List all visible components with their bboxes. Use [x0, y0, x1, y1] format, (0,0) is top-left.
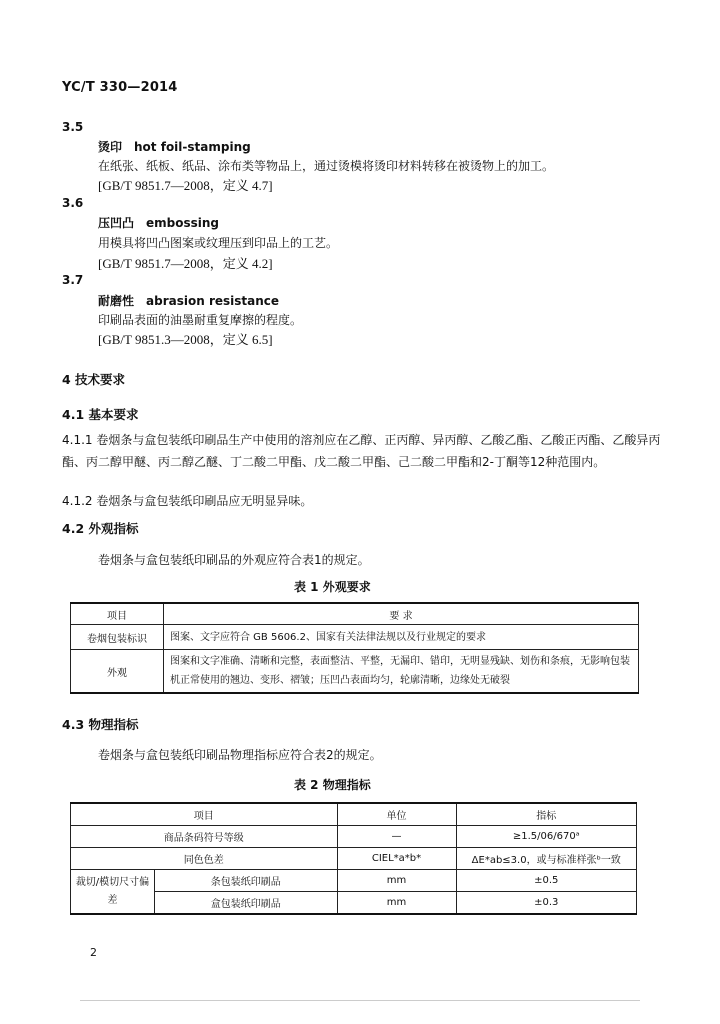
table-row [71, 625, 639, 650]
paragraph: 卷烟条与盒包装纸印刷品物理指标应符合表2的规定。 [98, 748, 382, 762]
term-en: embossing [146, 216, 220, 230]
table-header-cell: 项目 [71, 603, 164, 625]
subsection-title: 4.3 物理指标 [62, 717, 139, 732]
term-reference: [GB/T 9851.7—2008，定义 4.7] [98, 178, 273, 193]
table-header-cell: 要 求 [164, 603, 639, 625]
table-cell: CIEL*a*b* [337, 848, 456, 870]
table-cell: mm [337, 870, 456, 892]
table-cell: 卷烟包装标识 [71, 625, 164, 650]
subsection-title: 4.2 外观指标 [62, 521, 139, 536]
table-cell: 图案和文字准确、清晰和完整，表面整洁、平整，无漏印、错印，无明显残缺、划伤和条痕，无影响包装机正常使用的翘边、变形、褶皱；压凹凸表面均匀，轮廓清晰，边缘处无破裂 [164, 650, 639, 694]
table-header-cell: 项目 [71, 803, 338, 826]
table-cell: 同色色差 [71, 848, 338, 870]
document-header-id: YC/T 330—2014 [62, 80, 178, 95]
table-row [71, 870, 637, 892]
bottom-scan-rule [80, 1000, 640, 1001]
table-cell: ≥1.5/06/670ᵃ [456, 826, 636, 848]
table-caption: 表 1 外观要求 [294, 580, 371, 594]
table-header-row [71, 603, 639, 625]
term-title [98, 138, 251, 155]
term-title [98, 292, 279, 309]
term-number: 3.7 [62, 273, 84, 287]
term-reference: [GB/T 9851.3—2008，定义 6.5] [98, 332, 273, 347]
term-number: 3.5 [62, 120, 84, 134]
table-header-cell: 指标 [456, 803, 636, 826]
term-en: hot foil-stamping [134, 140, 251, 154]
term-definition: 在纸张、纸板、纸品、涂布类等物品上，通过烫模将烫印材料转移在被烫物上的加工。 [98, 159, 555, 173]
table-row [71, 848, 637, 870]
table-row [71, 650, 639, 694]
appearance-table [70, 602, 639, 694]
table-cell: 外观 [71, 650, 164, 694]
table-cell: ±0.5 [456, 870, 636, 892]
table-cell: — [337, 826, 456, 848]
table-cell: ΔE*ab≤3.0，或与标准样张ᵇ一致 [456, 848, 636, 870]
term-zh: 耐磨性 [98, 294, 135, 308]
term-reference: [GB/T 9851.7—2008，定义 4.2] [98, 256, 273, 271]
page-number: 2 [90, 946, 97, 959]
table-cell: ±0.3 [456, 892, 636, 915]
table-row [71, 892, 637, 915]
term-zh: 压凹凸 [98, 216, 135, 230]
table-header-cell: 单位 [337, 803, 456, 826]
table-header-row [71, 803, 637, 826]
table-cell: mm [337, 892, 456, 915]
term-en: abrasion resistance [146, 294, 280, 308]
clause-4-1-1: 4.1.1 卷烟条与盒包装纸印刷品生产中使用的溶剂应在乙醇、正丙醇、异丙醇、乙酸乙酯、乙酸正丙酯、乙酸异丙酯、丙二醇甲醚、丙二醇乙醚、丁二酸二甲酯、戊二酸二甲酯、己二酸二甲酯和2-丁酮等12种范围内。 [62, 433, 661, 469]
physical-table [70, 802, 637, 915]
table-cell: 条包装纸印刷品 [155, 870, 338, 892]
clause-4-1-2: 4.1.2 卷烟条与盒包装纸印刷品应无明显异味。 [62, 494, 313, 508]
table-cell: 盒包装纸印刷品 [155, 892, 338, 915]
paragraph: 卷烟条与盒包装纸印刷品的外观应符合表1的规定。 [98, 553, 370, 567]
table-caption: 表 2 物理指标 [294, 778, 371, 792]
term-zh: 烫印 [98, 140, 123, 154]
term-definition: 印刷品表面的油墨耐重复摩擦的程度。 [98, 313, 303, 327]
section-title: 4 技术要求 [62, 372, 126, 387]
table-cell: 商品条码符号等级 [71, 826, 338, 848]
table-row [71, 826, 637, 848]
table-cell-group-label: 裁切/模切尺寸偏差 [71, 870, 155, 915]
term-definition: 用模具将凹凸图案或纹理压到印品上的工艺。 [98, 236, 339, 250]
term-number: 3.6 [62, 196, 84, 210]
term-title [98, 214, 219, 231]
subsection-title: 4.1 基本要求 [62, 407, 139, 422]
table-cell: 图案、文字应符合 GB 5606.2、国家有关法律法规以及行业规定的要求 [164, 625, 639, 650]
